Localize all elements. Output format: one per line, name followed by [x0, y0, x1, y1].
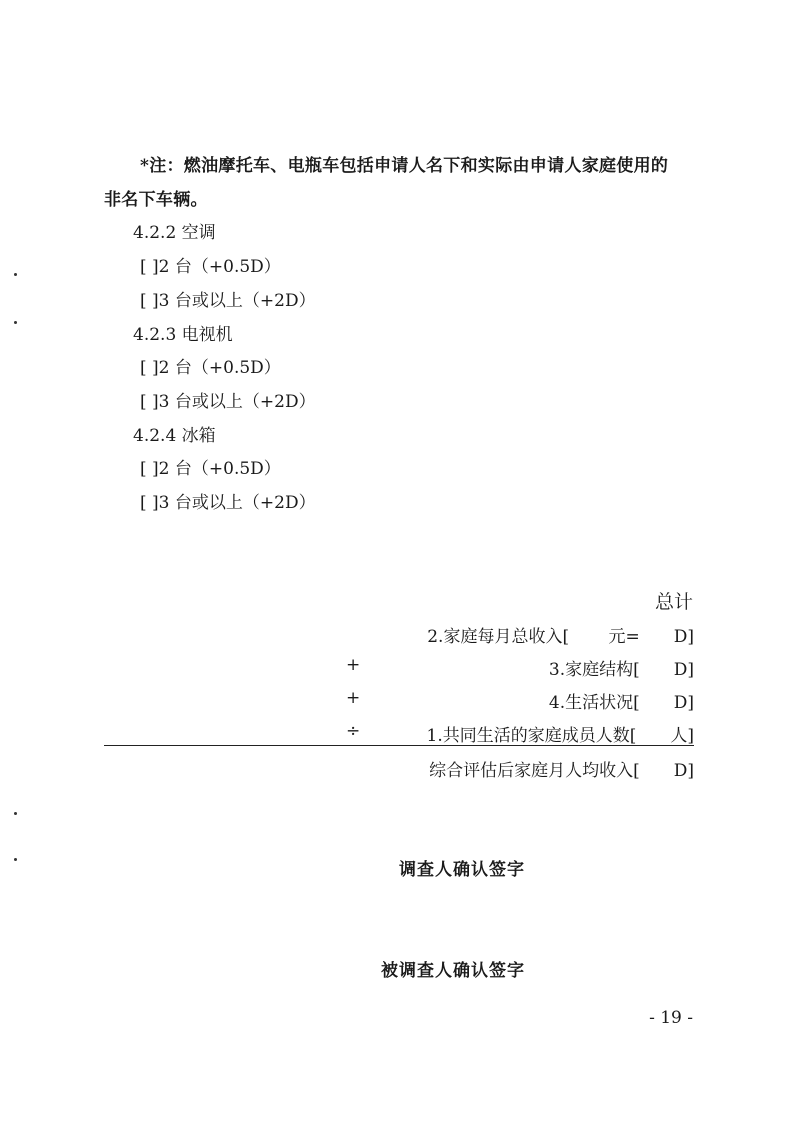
option-refrigerator-3: [ ]3 台或以上（+2D）	[140, 493, 316, 513]
calc-text: 1.共同生活的家庭成员人数[ 人]	[426, 726, 694, 746]
note-line-1: *注：燃油摩托车、电瓶车包括申请人名下和实际由申请人家庭使用的	[140, 156, 669, 176]
option-refrigerator-2: [ ]2 台（+0.5D）	[140, 459, 281, 479]
section-heading-television: 4.2.3 电视机	[133, 325, 233, 345]
option-television-3: [ ]3 台或以上（+2D）	[140, 392, 316, 412]
result-text: 综合评估后家庭月人均收入[ D]	[429, 761, 694, 781]
sum-divider-line	[104, 745, 694, 746]
calc-text: 2.家庭每月总收入[ 元= D]	[427, 627, 694, 647]
option-television-2: [ ]2 台（+0.5D）	[140, 358, 281, 378]
calc-row-monthly-income	[340, 622, 694, 648]
calc-operator: +	[346, 688, 361, 708]
scan-speck	[14, 273, 17, 276]
scan-speck	[14, 321, 17, 324]
section-heading-refrigerator: 4.2.4 冰箱	[133, 426, 216, 446]
calc-text: 3.家庭结构[ D]	[548, 660, 694, 680]
note-line-2: 非名下车辆。	[104, 190, 208, 210]
calc-operator: +	[346, 655, 361, 675]
scan-speck	[14, 812, 17, 815]
calc-row-result	[340, 756, 694, 782]
calc-operator: ÷	[346, 721, 361, 741]
option-air-conditioner-2: [ ]2 台（+0.5D）	[140, 257, 281, 277]
calc-row-household-members	[340, 721, 694, 747]
investigator-signature-label: 调查人确认签字	[399, 860, 525, 880]
calc-text: 4.生活状况[ D]	[548, 693, 694, 713]
calc-row-living-status	[340, 688, 694, 714]
scan-speck	[14, 858, 17, 861]
total-label: 总计	[654, 591, 693, 613]
section-heading-air-conditioner: 4.2.2 空调	[133, 223, 216, 243]
page-number: - 19 -	[649, 1008, 693, 1028]
calc-row-family-structure	[340, 655, 694, 681]
option-air-conditioner-3: [ ]3 台或以上（+2D）	[140, 291, 316, 311]
investigated-signature-label: 被调查人确认签字	[381, 961, 525, 981]
